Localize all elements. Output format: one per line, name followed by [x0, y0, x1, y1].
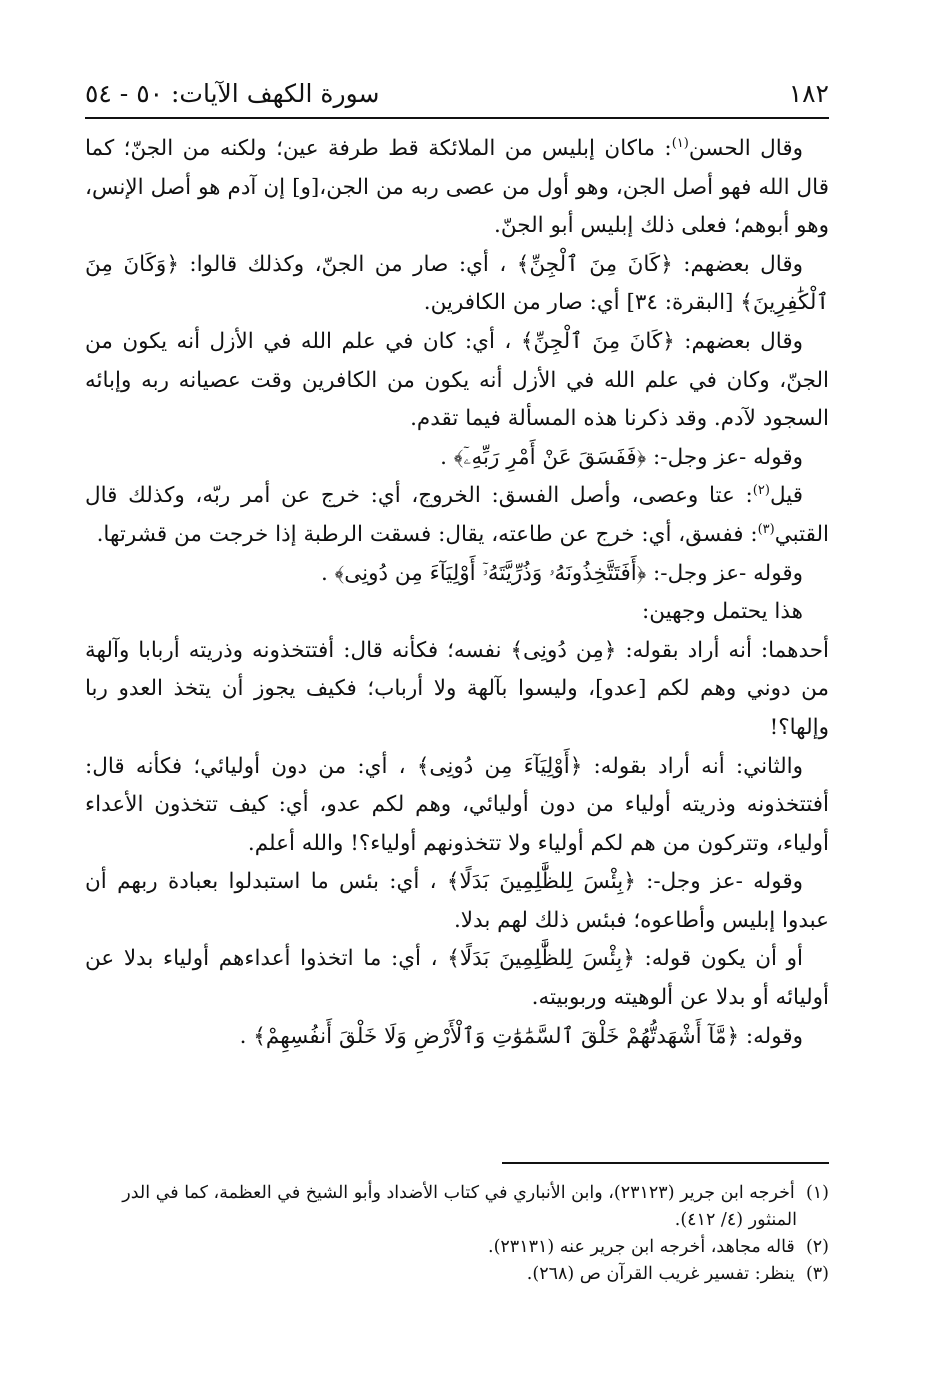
paragraph: أو أن يكون قوله: ﴿بِئْسَ لِلظَّٰلِمِينَ بَدَلًا﴾ ، أي: ما اتخذوا أعداءهم أولياء بدلا عن أوليائه أو بدلا عن ألوهيته وربوبيته.: [85, 946, 829, 1011]
page-header: [85, 70, 829, 116]
paragraph: هذا يحتمل وجهين:: [641, 599, 803, 625]
footnote-number: (٣): [805, 1264, 829, 1284]
paragraph: وقوله -عز وجل-: ﴿فَفَسَقَ عَنْ أَمْرِ رَبِّهِۦٓ﴾ .: [440, 444, 803, 470]
footnote-ref: (٣): [757, 521, 775, 537]
page-number: ١٨٢: [788, 78, 829, 108]
footnote: (٣) ينظر: تفسير غريب القرآن ص (٢٦٨).: [526, 1264, 829, 1284]
footnote-ref: (٢): [752, 483, 770, 499]
header-divider: [85, 117, 829, 119]
footnote-number: (٢): [805, 1237, 829, 1257]
paragraph: وقوله: ﴿مَّآ أَشْهَدتُّهُمْ خَلْقَ ٱلسَّمَٰوَٰتِ وَٱلْأَرْضِ وَلَا خَلْقَ أَنفُسِهِمْ﴾ .: [239, 1023, 803, 1049]
footnote: (٢) قاله مجاهد، أخرجه ابن جرير عنه (٢٣١٣١).: [488, 1237, 829, 1257]
paragraph: وقال بعضهم: ﴿كَانَ مِنَ ٱلْجِنِّ﴾ ، أي: كان في علم الله في الأزل أنه يكون من الجنّ، وكان في علم الله في الأزل أنه يكون من الكافرين وقت عصيانه ربه وإبائه السجود لآدم. وقد ذكرنا هذه المسألة فيما تقدم.: [85, 328, 829, 432]
paragraph: والثاني: أنه أراد بقوله: ﴿أَوْلِيَآءَ مِن دُونِى﴾ ، أي: من دون أوليائي؛ فكأنه قال: أفتتخذونه وذريته أولياء من دون أوليائي، وهم لكم عدو، أي: كيف تتخذون الأعداء أولياء، وتتركون من هم لكم أولياء ولا تتخذونهم أولياء؟! والله أعلم.: [85, 753, 829, 856]
paragraph: وقال بعضهم: ﴿كَانَ مِنَ ٱلْجِنِّ﴾ ، أي: صار من الجنّ، وكذلك قالوا: ﴿وَكَانَ مِنَ ٱلْكَٰفِرِينَ﴾ [البقرة: ٣٤] أي: صار من الكافرين.: [85, 251, 829, 316]
footnote: (١) أخرجه ابن جرير (٢٣١٢٣)، وابن الأنباري في كتاب الأضداد وأبو الشيخ في العظمة، كما في الدر المنثور (٤/ ٤١٢).: [122, 1183, 829, 1230]
paragraph: وقوله -عز وجل-: ﴿أَفَتَتَّخِذُونَهُۥ وَذُرِّيَّتَهُۥٓ أَوْلِيَآءَ مِن دُونِى﴾ .: [321, 560, 803, 586]
running-title: سورة الكهف الآيات: ٥٠ - ٥٤: [85, 78, 380, 108]
main-text: [85, 130, 829, 1056]
footnotes: [85, 1180, 829, 1288]
paragraph: وقوله -عز وجل-: ﴿بِئْسَ لِلظَّٰلِمِينَ بَدَلًا﴾ ، أي: بئس ما استبدلوا بعبادة ربهم أن عبدوا إبليس وأطاعوه؛ فبئس ذلك لهم بدلا.: [85, 869, 829, 933]
paragraph: قيل$^{(٢)}$: عتا وعصى، وأصل الفسق: الخروج، أي: خرج عن أمر ربّه، وكذلك قال القتبي$^{(٣)}$: ففسق، أي: خرج عن طاعته، يقال: فسقت الرطبة إذا خرجت من قشرتها.: [85, 483, 829, 547]
footnote-number: (١): [805, 1183, 829, 1203]
paragraph: أحدهما: أنه أراد بقوله: ﴿مِن دُونِى﴾ نفسه؛ فكأنه قال: أفتتخذونه وذريته أربابا وآلهة من دوني وهم لكم [عدو]، وليسوا بآلهة ولا أرباب؛ فكيف يجوز أن يتخذ العدو ربا وإلها؟!: [85, 637, 829, 740]
footnote-ref: (١): [671, 135, 689, 151]
paragraph: وقال الحسن$^{(١)}$: ماكان إبليس من الملائكة قط طرفة عين؛ ولكنه من الجنّ؛ كما قال الله فهو أصل الجن، وهو أول من عصى ربه من الجن،[و] إن آدم هو أصل الإنس، وهو أبوهم؛ فعلى ذلك إبليس أبو الجنّ.: [85, 135, 829, 239]
footnote-divider: [502, 1162, 829, 1164]
